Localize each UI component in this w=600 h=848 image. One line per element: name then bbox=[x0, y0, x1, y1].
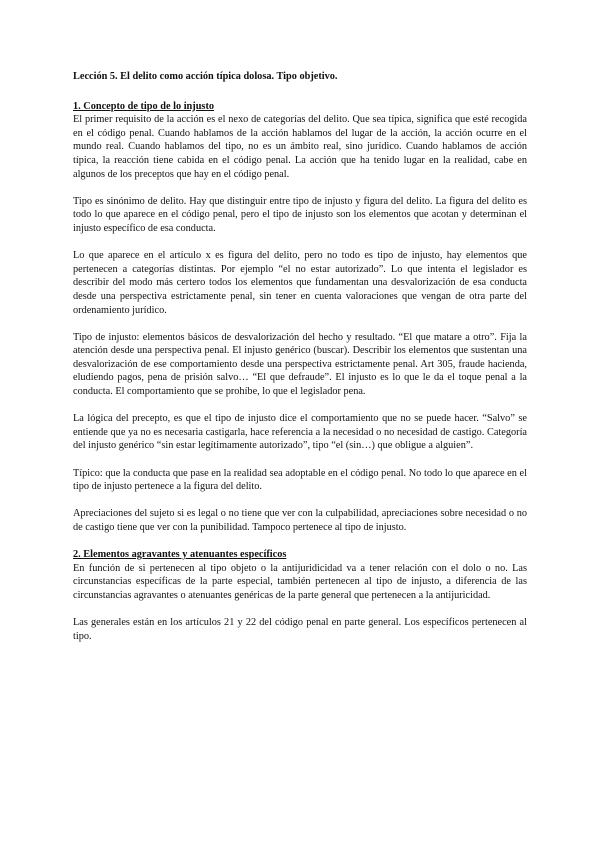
paragraph: Las generales están en los artículos 21 y 22 del código penal en parte general. Los específicos pertenecen al tipo. bbox=[73, 617, 527, 642]
paragraph: Apreciaciones del sujeto si es legal o no tiene que ver con la culpabilidad, apreciaciones sobre necesidad o no de castigo tiene que ver con la punibilidad. Tampoco pertenece al tipo de injusto. bbox=[73, 508, 527, 533]
paragraph: Tipo de injusto: elementos básicos de desvalorización del hecho y resultado. “El que matare a otro”. Fija la atención desde una perspectiva penal. El injusto genérico (buscar). Describir los elementos que sustentan una desvalorización de ese comportamiento desde una perspectiva estrictamente penal. Art 305, fraude hacienda, eludiendo pagos, pena de prisión salvo… “El que defraude”. El injusto es lo que le da el toque penal a la conducta. El comportamiento que se prohíbe, lo que el legislador pena. bbox=[73, 331, 527, 398]
document-page bbox=[73, 70, 527, 657]
paragraph: Típico: que la conducta que pase en la realidad sea adoptable en el código penal. No todo lo que aparece en el tipo de injusto pertenece a la figura del delito. bbox=[73, 467, 527, 493]
paragraph: El primer requisito de la acción es el nexo de categorías del delito. Que sea típica, significa que esté recogida en el código penal. Cuando hablamos de la acción hablamos del lugar de la acción, la acción ocurre en el mundo real. Cuando hablamos del tipo, no es un ámbito real, sino jurídico. Cuando hablamos de acción típica, la reacción tiene cabida en el código penal. La acción que ha tenido lugar en la realidad, cabe en algunos de los preceptos que hay en el código penal. bbox=[73, 114, 527, 180]
paragraph: Tipo es sinónimo de delito. Hay que distinguir entre tipo de injusto y figura del delito. La figura del delito es todo lo que aparece en el código penal, pero el tipo de injusto son los elementos que acotan y determinan el injusto específico de esa conducta. bbox=[73, 195, 527, 234]
paragraph: En función de si pertenecen al tipo objeto o la antijuridicidad va a tener relación con el dolo o no. Las circunstancias específicas de la parte especial, también pertenecen al tipo de injusto, a diferencia de las circunstancias agravantes o atenuantes genéricas de la parte general que pertenecen a la antijuricidad. bbox=[73, 562, 527, 601]
section-heading-1: 1. Concepto de tipo de lo injusto bbox=[73, 100, 215, 112]
paragraph: La lógica del precepto, es que el tipo de injusto dice el comportamiento que no se puede hacer. “Salvo” se entiende que ya no es necesaria castigarla, hace referencia a la necesidad o no necesidad de castigo. Categoría del injusto genérico “sin estar legítimamente autorizado”, tipo “el (sin…) que obligue a alguien”. bbox=[73, 413, 527, 452]
paragraph: Lo que aparece en el artículo x es figura del delito, pero no todo es tipo de injusto, hay elementos que pertenecen a categorías distintas. Por ejemplo “el no estar autorizado”. Lo que intenta el legislador es describir del modo más certero todos los elementos que fundamentan una desvalorización de esa conducta desde una perspectiva estrictamente penal, sin tener en cuenta valoraciones que vengan de otra parte del ordenamiento jurídico. bbox=[73, 250, 527, 316]
lesson-title: Lección 5. El delito como acción típica dolosa. Tipo objetivo. bbox=[73, 71, 338, 82]
section-heading-2: 2. Elementos agravantes y atenuantes específicos bbox=[73, 549, 287, 561]
